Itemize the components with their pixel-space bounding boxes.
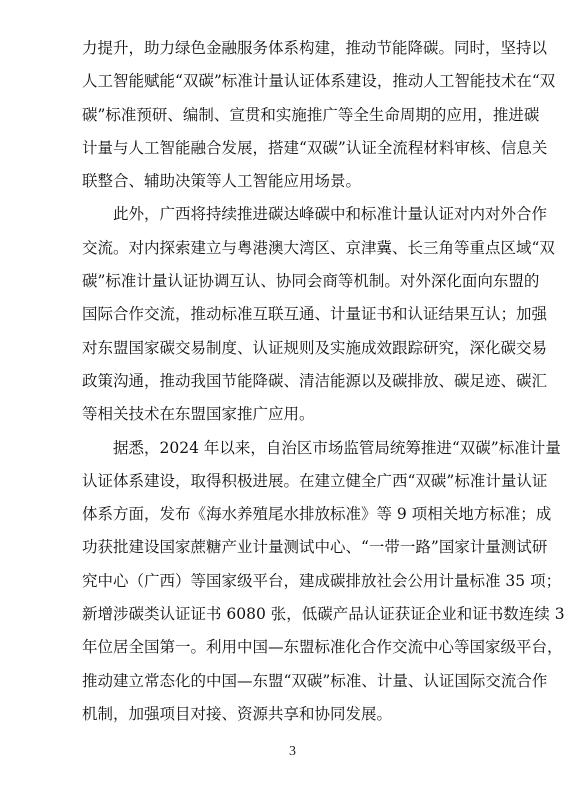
paragraph-1 (82, 32, 556, 198)
text-line: 国际合作交流，推动标准互联互通、计量证书和认证结果互认；加强 (82, 305, 548, 324)
text-line: 年位居全国第一。利用中国—东盟标准化合作交流中心等国家级平台， (82, 638, 563, 657)
page-number: 3 (289, 744, 296, 759)
text-line: 体系方面，发布《海水养殖尾水排放标准》等 9 项相关地方标准；成 (82, 505, 552, 524)
text-line: 人工智能赋能“双碳”标准计量认证体系建设，推动人工智能技术在“双 (82, 72, 556, 91)
text-line: 据悉，2024 年以来，自治区市场监管局统筹推进“双碳”标准计量 (82, 438, 561, 457)
paragraph-3 (82, 432, 565, 732)
text-line: 联整合、辅助决策等人工智能应用场景。 (82, 172, 362, 191)
text-line: 交流。对内探索建立与粤港澳大湾区、京津冀、长三角等重点区域“双 (82, 238, 555, 257)
text-line: 政策沟通，推动我国节能降碳、清洁能源以及碳排放、碳足迹、碳汇 (82, 371, 548, 390)
text-line: 机制，加强项目对接、资源共享和协同发展。 (82, 704, 393, 723)
text-line: 推动建立常态化的中国—东盟“双碳”标准、计量、认证国际交流合作 (82, 671, 548, 690)
document-body (82, 32, 565, 731)
text-line: 新增涉碳类认证证书 6080 张，低碳产品认证获证企业和证书数连续 3 (82, 605, 565, 624)
text-line: 等相关技术在东盟国家推广应用。 (82, 405, 315, 424)
paragraph-2 (82, 198, 555, 431)
text-line: 碳”标准计量认证协调互认、协同会商等机制。对外深化面向东盟的 (82, 272, 540, 291)
text-line: 究中心（广西）等国家级平台，建成碳排放社会公用计量标准 35 项； (82, 571, 562, 590)
text-line: 计量与人工智能融合发展，搭建“双碳”认证全流程材料审核、信息关 (82, 138, 548, 157)
text-line: 力提升，助力绿色金融服务体系构建，推动节能降碳。同时，坚持以 (82, 39, 548, 57)
text-line: 功获批建设国家蔗糖产业计量测试中心、“一带一路”国家计量测试研 (82, 538, 548, 557)
text-line: 此外，广西将持续推进碳达峰碳中和标准计量认证对内对外合作 (82, 205, 548, 224)
text-line: 碳”标准预研、编制、宣贯和实施推广等全生命周期的应用，推进碳 (82, 105, 540, 124)
text-line: 认证体系建设，取得积极进展。在建立健全广西“双碳”标准计量认证 (82, 471, 548, 490)
text-line: 对东盟国家碳交易制度、认证规则及实施成效跟踪研究，深化碳交易 (82, 338, 548, 357)
